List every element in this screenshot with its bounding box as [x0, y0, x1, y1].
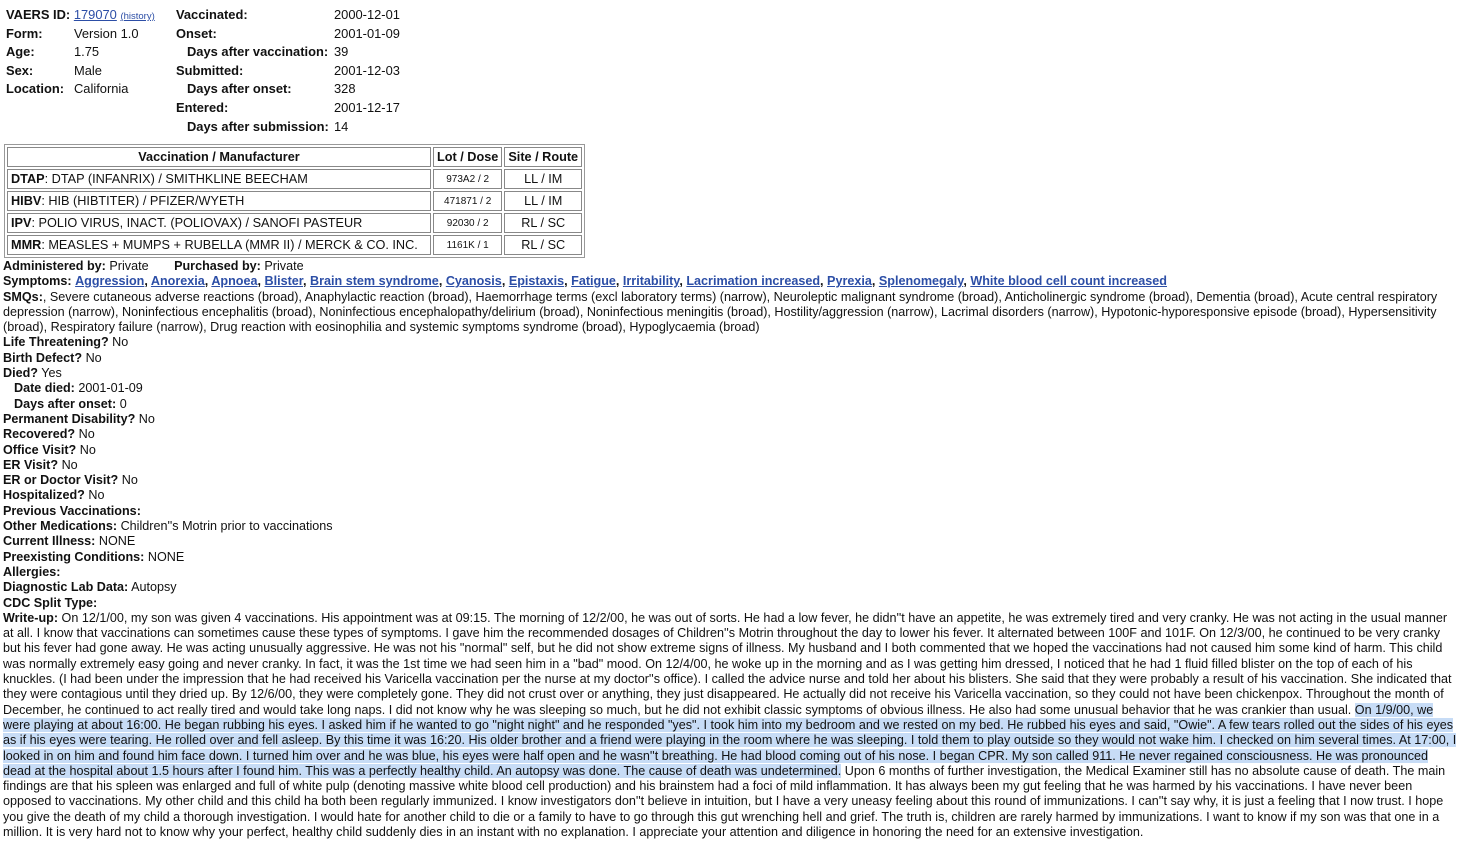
current-illness-value: NONE — [98, 534, 136, 549]
site-cell: LL / IM — [504, 191, 582, 211]
recovered-label: Recovered? — [3, 427, 76, 442]
age-label: Age: — [6, 44, 35, 60]
site-cell: RL / SC — [504, 235, 582, 255]
office-visit-value: No — [79, 442, 96, 457]
cdc-split-label: CDC Split Type: — [3, 595, 98, 610]
hospitalized-label: Hospitalized? — [3, 488, 85, 503]
recovered-value: No — [78, 427, 95, 442]
symptom-link[interactable]: Cyanosis — [445, 274, 502, 289]
smqs-block — [3, 290, 1458, 336]
date-died-label: Date died: — [14, 381, 75, 396]
died-label: Died? — [3, 366, 38, 381]
er-doctor-label: ER or Doctor Visit? — [3, 473, 119, 488]
table-header-row — [7, 147, 582, 167]
symptom-link[interactable]: Apnoea — [211, 274, 258, 289]
history-link[interactable]: (history) — [120, 11, 155, 22]
died-value: Yes — [41, 366, 62, 381]
table-row — [7, 169, 582, 189]
site-cell: RL / SC — [504, 213, 582, 233]
writeup-block — [3, 611, 1458, 840]
er-visit-label: ER Visit? — [3, 457, 59, 472]
submitted-label: Submitted: — [176, 62, 244, 78]
allergies-label: Allergies: — [3, 564, 61, 579]
date-died-value: 2001-01-09 — [78, 381, 143, 396]
entered-value: 2001-12-17 — [334, 99, 400, 115]
symptoms-line: Symptoms: Aggression, Anorexia, Apnoea, Blister, Brain stem syndrome, Cyanosis, Epistaxis, Fatigue, Irritability, Lacrimation increased, Pyrexia, Splenomegaly, White blood cell count increased — [3, 274, 1167, 289]
location-value: California — [74, 81, 129, 97]
symptom-link[interactable]: Splenomegaly — [878, 274, 964, 289]
onset-label: Onset: — [176, 25, 217, 41]
days-after-onset-label: Days after onset: — [187, 81, 292, 97]
vaccinated-label: Vaccinated: — [176, 7, 248, 22]
vaccinated-value: 2000-12-01 — [334, 7, 400, 22]
office-visit-label: Office Visit? — [3, 442, 77, 457]
lot-cell: 1161K / 1 — [433, 235, 502, 255]
site-cell: LL / IM — [504, 169, 582, 189]
vaccine-cell: IPV: POLIO VIRUS, INACT. (POLIOVAX) / SANOFI PASTEUR — [7, 213, 431, 233]
prev-vacc-label: Previous Vaccinations: — [3, 503, 141, 518]
days-after-onset-value: 328 — [334, 81, 356, 97]
days-after-vacc-label: Days after vaccination: — [187, 44, 329, 60]
administered-value: Private — [109, 259, 149, 273]
table-row — [7, 235, 582, 255]
vaccine-cell: MMR: MEASLES + MUMPS + RUBELLA (MMR II) / MERCK & CO. INC. — [7, 235, 431, 255]
lot-cell: 973A2 / 2 — [433, 169, 502, 189]
col-header-vaccination: Vaccination / Manufacturer — [7, 147, 431, 167]
symptom-link[interactable]: Blister — [264, 274, 304, 289]
form-value: Version 1.0 — [74, 25, 139, 41]
symptom-link[interactable]: Irritability — [622, 274, 680, 289]
vaccination-table — [4, 144, 585, 258]
er-visit-value: No — [61, 457, 78, 472]
days-after-onset2-value: 0 — [119, 396, 127, 411]
symptom-link[interactable]: Brain stem syndrome — [310, 274, 439, 289]
symptom-link[interactable]: Aggression — [75, 274, 145, 289]
form-label: Form: — [6, 25, 43, 41]
lot-cell: 92030 / 2 — [433, 213, 502, 233]
purchased-label: Purchased by: — [174, 259, 261, 273]
entered-label: Entered: — [176, 99, 229, 115]
preexisting-value: NONE — [147, 549, 185, 564]
smqs-label: SMQs: — [3, 289, 43, 304]
admin-line — [3, 259, 1458, 274]
writeup-highlighted-text[interactable]: On 1/9/00, we were playing at about 16:00. He began rubbing his eyes. I asked him if he wanted to go "night night" and he responded "yes". I took him into my bedroom and we rested on my bed. He rubbed his eyes and said, "Owie". A few tears rolled out the sides of his eyes as if his eyes were tearing. He rolled over and fell asleep. By this time it was 16:20. His older brother and a friend were playing in the room where he was sleeping. I told them to play outside so they would not wake him. I checked on him several times. At 17:00, I looked in on him and found him face down. I turned him over and he was blue, his eyes were half open and he wasn''t breathing. He had blood coming out of his nose. I began CPR. My son called 911. He never regained consciousness. He was pronounced dead at the hospital about 1.5 hours after I found him. This was a perfectly healthy child. An autopsy was done. The cause of death was undetermined. — [3, 702, 1457, 778]
days-after-sub-label: Days after submission: — [187, 118, 329, 134]
age-value: 1.75 — [74, 44, 100, 60]
days-after-onset2-label: Days after onset: — [14, 396, 117, 411]
onset-value: 2001-01-09 — [334, 25, 400, 41]
col-header-site: Site / Route — [504, 147, 582, 167]
table-row — [7, 213, 582, 233]
birth-defect-value: No — [85, 350, 102, 365]
purchased-value: Private — [264, 259, 304, 273]
writeup-label: Write-up: — [3, 610, 59, 625]
administered-label: Administered by: — [3, 259, 106, 273]
disability-value: No — [138, 411, 155, 426]
lot-cell: 471871 / 2 — [433, 191, 502, 211]
preexisting-label: Preexisting Conditions: — [3, 549, 145, 564]
other-meds-label: Other Medications: — [3, 519, 118, 534]
er-doctor-value: No — [121, 473, 138, 488]
vaers-id-link[interactable]: 179070 — [73, 7, 117, 22]
location-label: Location: — [6, 81, 65, 97]
sex-value: Male — [74, 62, 102, 78]
life-threatening-label: Life Threatening? — [3, 335, 109, 350]
symptom-link[interactable]: Fatigue — [571, 274, 616, 289]
table-row — [7, 191, 582, 211]
symptom-link[interactable]: Anorexia — [150, 274, 205, 289]
symptom-link[interactable]: Pyrexia — [827, 274, 872, 289]
disability-label: Permanent Disability? — [3, 411, 136, 426]
vaccine-cell: DTAP: DTAP (INFANRIX) / SMITHKLINE BEECHAM — [7, 169, 431, 189]
current-illness-label: Current Illness: — [3, 534, 96, 549]
col-header-lot: Lot / Dose — [433, 147, 502, 167]
symptom-link[interactable]: Epistaxis — [508, 274, 565, 289]
symptom-link[interactable]: White blood cell count increased — [970, 274, 1167, 289]
report-body — [3, 259, 1458, 840]
days-after-sub-value: 14 — [334, 118, 349, 134]
vaccine-cell: HIBV: HIB (HIBTITER) / PFIZER/WYETH — [7, 191, 431, 211]
smqs-value: , Severe cutaneous adverse reactions (broad), Anaphylactic reaction (broad), Haemorrhage terms (excl laboratory terms) (narrow), Neuroleptic malignant syndrome (broad), Anticholinergic syndrome (broad), Dementia (broad), Acute central respiratory depression (narrow), Noninfectious encephalitis (broad), Noninfectious encephalopathy/delirium (broad), Noninfectious meningitis (broad), Hostility/aggression (narrow), Lacrimal disorders (narrow), Hypotonic-hyporesponsive episode (broad), Hypersensitivity (broad), Respiratory failure (narrow), Drug reaction with eosinophilia and systemic symptoms syndrome (broad), Hypoglycaemia (broad) — [3, 289, 1438, 335]
days-after-vacc-value: 39 — [334, 44, 349, 60]
symptoms-label: Symptoms: — [3, 274, 72, 289]
writeup-text: On 12/1/00, my son was given 4 vaccinations. His appointment was at 09:15. The morning of 12/2/00, he was out of sorts. He had a low fever, he didn''t have an appetite, he was extremely tired and very cranky. He was not acting in the usual manner at all. I know that vaccinations can sometimes cause these types of symptoms. I gave him the recommended dosages of Children''s Motrin throughout the day to lower his fever. It alternated between 100F and 101F. On 12/3/00, he continued to be very cranky but his fever had gone away. He was acting unusually aggressive. He was not his "normal" self, but he did not show extreme signs of illness. My husband and I both commented that we hoped the vaccinations had not caused him some kind of harm. This child was normally extremely easy going and never cranky. In fact, it was the 1st time we had seen him in a "bad" mood. On 12/4/00, he woke up in the morning and as I was getting him dressed, I noticed that he had 1 fluid filled blister on the top of each of his knuckles. (I had been under the impression that he had received his Varicella vaccination per the nurse at my doctor''s office). I called the advice nurse and told her about his blisters. She said that they were probably a result of his vaccination. She indicated that they were contagious until they dried up. By 12/6/00, they were completely gone. They did not crust over or anything, they just disappeared. He actually did not receive his Varicella vaccination, so they could not have been chickenpox. Throughout the month of December, he continued to act really tired and would take long naps. I did not know why he was sleeping so much, but he did not exhibit classic symptoms of obvious illness. He also had some unusual behavior that he was crankier than usual. — [3, 610, 1452, 717]
vaers-id-label: VAERS ID: — [6, 7, 71, 22]
birth-defect-label: Birth Defect? — [3, 350, 83, 365]
other-meds-value: Children''s Motrin prior to vaccinations — [120, 519, 333, 534]
lab-data-label: Diagnostic Lab Data: — [3, 580, 129, 595]
lab-data-value: Autopsy — [131, 580, 177, 595]
sex-label: Sex: — [6, 62, 34, 78]
hospitalized-value: No — [88, 488, 105, 503]
submitted-value: 2001-12-03 — [334, 62, 400, 78]
symptom-link[interactable]: Lacrimation increased — [686, 274, 821, 289]
writeup-text-continued: Upon 6 months of further investigation, the Medical Examiner still has no absolute cause of death. The main findings are that his spleen was enlarged and full of white pulp (denoting massive white blood cell production) and his brainstem had a foci of mild inflammation. It has always been my gut feeling that he was harmed by his vaccinations. I have never been opposed to vaccinations. My other child and this child ha both been regularly immunized. I know investigators don''t believe in intuition, but I have a very uneasy feeling about this round of immunizations. I can''t say why, it is just a feeling that I now trust. I hope you give the death of my child a thorough investigation. I would hate for another child to die or a family to have to go through this gut wrenching hell and grief. The truth is, children are rarely harmed by immunizations. I want to know if my son was that one in a million. It is very hard not to know why your perfect, healthy child suddenly dies in an instant with no explanation. I appreciate your attention and diligence in honoring the need for an extensive investigation. — [3, 763, 1446, 839]
life-threatening-value: No — [112, 335, 129, 350]
